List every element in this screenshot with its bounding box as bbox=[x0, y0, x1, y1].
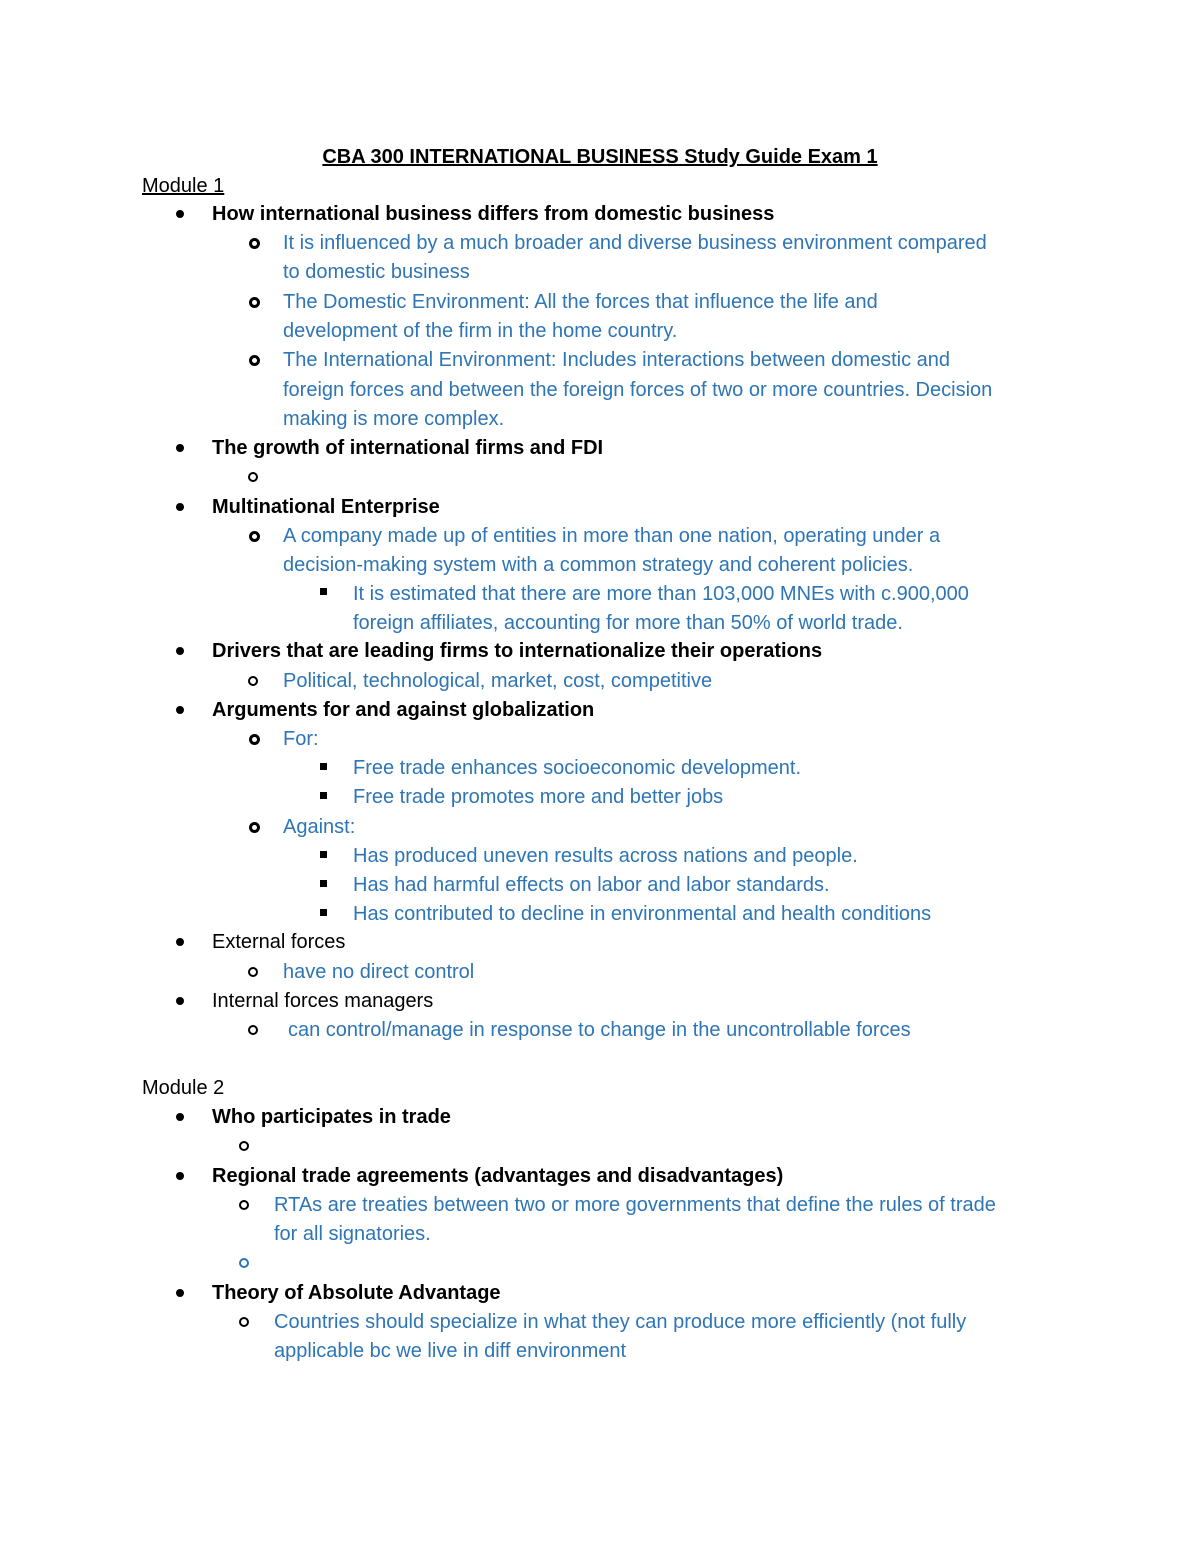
point-international-environment-cont2: making is more complex. bbox=[283, 408, 505, 430]
square-bullet-icon bbox=[320, 851, 327, 858]
point-specialize-cont: applicable bc we live in diff environment bbox=[274, 1340, 627, 1362]
empty-circle-bullet-icon bbox=[248, 1025, 258, 1035]
topic-trade-participants: Who participates in trade bbox=[212, 1106, 451, 1128]
bullet-icon bbox=[176, 706, 184, 714]
circle-bullet-icon bbox=[249, 734, 260, 745]
topic-absolute-advantage: Theory of Absolute Advantage bbox=[212, 1282, 501, 1304]
empty-circle-bullet-icon bbox=[239, 1258, 249, 1268]
square-bullet-icon bbox=[320, 588, 327, 595]
circle-bullet-icon bbox=[249, 238, 260, 249]
point-for-jobs: Free trade promotes more and better jobs bbox=[353, 786, 724, 808]
point-specialize: Countries should specialize in what they can produce more efficiently (not fully bbox=[274, 1311, 967, 1333]
point-internal-control: can control/manage in response to change in the uncontrollable forces bbox=[288, 1019, 911, 1041]
bullet-icon bbox=[176, 444, 184, 452]
bullet-icon bbox=[176, 210, 184, 218]
document-title: CBA 300 INTERNATIONAL BUSINESS Study Guide Exam 1 bbox=[322, 146, 878, 168]
point-broader-environment-cont: to domestic business bbox=[283, 261, 470, 283]
point-broader-environment: It is influenced by a much broader and diverse business environment compared bbox=[283, 232, 987, 254]
empty-circle-bullet-icon bbox=[248, 967, 258, 977]
empty-circle-bullet-icon bbox=[248, 676, 258, 686]
empty-circle-bullet-icon bbox=[239, 1141, 249, 1151]
point-against-environment: Has contributed to decline in environmental and health conditions bbox=[353, 903, 932, 925]
bullet-icon bbox=[176, 1289, 184, 1297]
point-mne-estimate: It is estimated that there are more than 103,000 MNEs with c.900,000 bbox=[353, 583, 969, 605]
circle-bullet-icon bbox=[249, 531, 260, 542]
point-against-label: Against: bbox=[283, 816, 356, 838]
topic-multinational-enterprise: Multinational Enterprise bbox=[212, 496, 440, 518]
topic-regional-trade-agreements: Regional trade agreements (advantages and disadvantages) bbox=[212, 1165, 784, 1187]
point-rta-definition-cont: for all signatories. bbox=[274, 1223, 431, 1245]
square-bullet-icon bbox=[320, 909, 327, 916]
topic-internal-forces: Internal forces managers bbox=[212, 990, 434, 1012]
bullet-icon bbox=[176, 1172, 184, 1180]
empty-circle-bullet-icon bbox=[248, 472, 258, 482]
module-1-heading: Module 1 bbox=[142, 175, 225, 197]
bullet-icon bbox=[176, 503, 184, 511]
square-bullet-icon bbox=[320, 792, 327, 799]
topic-intl-vs-domestic: How international business differs from domestic business bbox=[212, 203, 775, 225]
point-domestic-environment: The Domestic Environment: All the forces that influence the life and bbox=[283, 291, 878, 313]
empty-circle-bullet-icon bbox=[239, 1200, 249, 1210]
topic-drivers: Drivers that are leading firms to internationalize their operations bbox=[212, 640, 823, 662]
point-rta-definition: RTAs are treaties between two or more governments that define the rules of trade bbox=[274, 1194, 996, 1216]
bullet-icon bbox=[176, 647, 184, 655]
bullet-icon bbox=[176, 938, 184, 946]
point-against-labor: Has had harmful effects on labor and labor standards. bbox=[353, 874, 830, 896]
bullet-icon bbox=[176, 997, 184, 1005]
point-external-no-control: have no direct control bbox=[283, 961, 475, 983]
point-mne-estimate-cont: foreign affiliates, accounting for more than 50% of world trade. bbox=[353, 612, 903, 634]
topic-growth-fdi: The growth of international firms and FDI bbox=[212, 437, 604, 459]
point-mne-definition-cont: decision-making system with a common strategy and coherent policies. bbox=[283, 554, 914, 576]
point-domestic-environment-cont: development of the firm in the home country. bbox=[283, 320, 678, 342]
point-for-label: For: bbox=[283, 728, 319, 750]
point-drivers-list: Political, technological, market, cost, competitive bbox=[283, 670, 713, 692]
point-mne-definition: A company made up of entities in more than one nation, operating under a bbox=[283, 525, 941, 547]
bullet-icon bbox=[176, 1113, 184, 1121]
topic-globalization-arguments: Arguments for and against globalization bbox=[212, 699, 595, 721]
circle-bullet-icon bbox=[249, 297, 260, 308]
module-2-heading: Module 2 bbox=[142, 1077, 225, 1099]
point-against-uneven: Has produced uneven results across nations and people. bbox=[353, 845, 858, 867]
point-for-socioeconomic: Free trade enhances socioeconomic development. bbox=[353, 757, 802, 779]
circle-bullet-icon bbox=[249, 822, 260, 833]
empty-circle-bullet-icon bbox=[239, 1317, 249, 1327]
circle-bullet-icon bbox=[249, 355, 260, 366]
square-bullet-icon bbox=[320, 880, 327, 887]
point-international-environment: The International Environment: Includes interactions between domestic and bbox=[283, 349, 951, 371]
point-international-environment-cont: foreign forces and between the foreign forces of two or more countries. Decision bbox=[283, 379, 993, 401]
topic-external-forces: External forces bbox=[212, 931, 346, 953]
square-bullet-icon bbox=[320, 763, 327, 770]
